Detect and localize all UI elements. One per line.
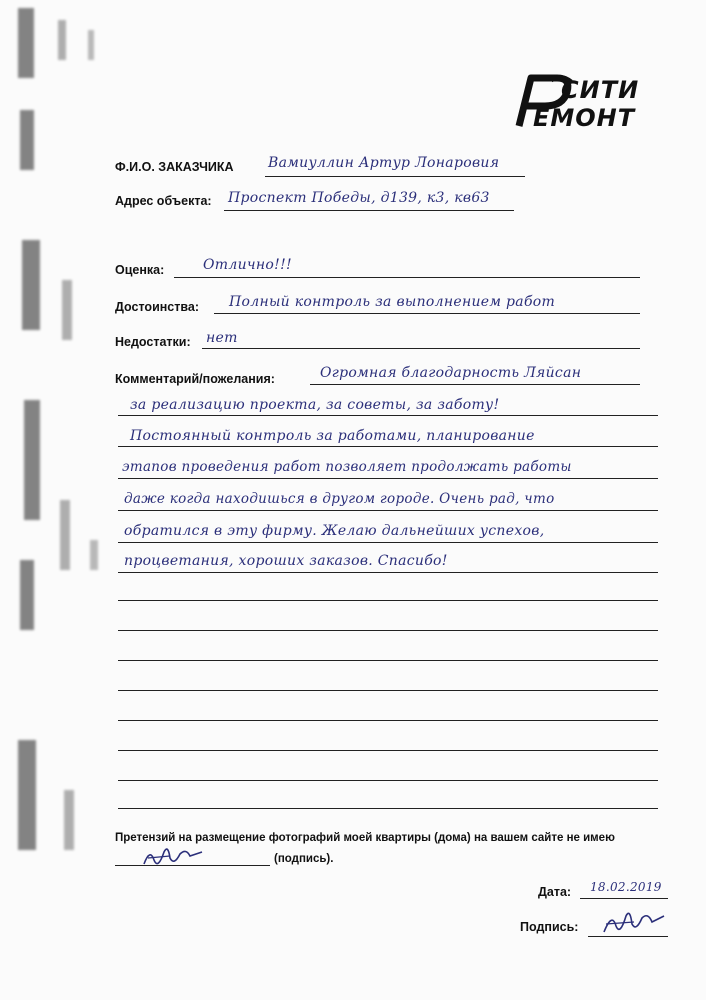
- rating-value: Отлично!!!: [203, 257, 292, 273]
- consent-signature: [140, 842, 210, 872]
- customer-line: [265, 176, 525, 177]
- customer-value: Вамиуллин Артур Лонаровия: [268, 155, 500, 171]
- address-label: Адрес объекта:: [115, 194, 212, 208]
- comment-line-2: за реализацию проекта, за советы, за заботу!: [130, 397, 500, 413]
- comment-line-7: процветания, хороших заказов. Спасибо!: [124, 553, 448, 569]
- scan-noise: [90, 540, 98, 570]
- logo-text-bottom: ЕМОНТ: [533, 104, 636, 132]
- comment-label: Комментарий/пожелания:: [115, 372, 275, 386]
- customer-signature: [600, 904, 668, 938]
- advantages-value: Полный контроль за выполнением работ: [229, 294, 556, 310]
- comment-line-3: Постоянный контроль за работами, планирование: [130, 428, 535, 444]
- date-line: [580, 898, 668, 899]
- scan-noise: [18, 8, 34, 78]
- scan-noise: [20, 560, 34, 630]
- ruled-line: [118, 808, 658, 809]
- comment-line-1: Огромная благодарность Ляйсан: [320, 365, 582, 381]
- ruled-line: [118, 720, 658, 721]
- date-label: Дата:: [538, 885, 572, 899]
- scan-noise: [58, 20, 66, 60]
- drawbacks-value: нет: [206, 330, 238, 346]
- ruled-line: [118, 510, 658, 511]
- ruled-line: [118, 446, 658, 447]
- scan-noise: [88, 30, 94, 60]
- ruled-line: [310, 384, 640, 385]
- signature-label: Подпись:: [520, 920, 579, 934]
- scan-noise: [64, 790, 74, 850]
- ruled-line: [118, 478, 658, 479]
- advantages-label: Достоинства:: [115, 300, 200, 314]
- company-logo: [505, 66, 645, 136]
- advantages-line: [214, 313, 640, 314]
- ruled-line: [118, 542, 658, 543]
- signature-caption: (подпись).: [274, 853, 334, 865]
- rating-label: Оценка:: [115, 263, 165, 277]
- comment-line-4: этапов проведения работ позволяет продолжать работы: [122, 459, 572, 475]
- address-value: Проспект Победы, д139, к3, кв63: [228, 190, 490, 206]
- ruled-line: [118, 600, 658, 601]
- ruled-line: [118, 750, 658, 751]
- scan-noise: [20, 110, 34, 170]
- drawbacks-line: [202, 348, 640, 349]
- scan-noise: [60, 500, 70, 570]
- consent-text: Претензий на размещение фотографий моей квартиры (дома) на вашем сайте не имею: [115, 832, 615, 844]
- date-value: 18.02.2019: [590, 880, 662, 894]
- scan-noise: [18, 740, 36, 850]
- scan-noise: [62, 280, 72, 340]
- scan-noise: [22, 240, 40, 330]
- address-line: [224, 210, 514, 211]
- ruled-line: [118, 690, 658, 691]
- ruled-line: [118, 630, 658, 631]
- comment-line-5: даже когда находишься в другом городе. Очень рад, что: [124, 491, 555, 507]
- logo-text-top: СИТИ: [561, 76, 640, 104]
- ruled-line: [118, 660, 658, 661]
- ruled-line: [118, 415, 658, 416]
- customer-label: Ф.И.О. ЗАКАЗЧИКА: [115, 160, 234, 174]
- ruled-line: [118, 780, 658, 781]
- rating-line: [174, 277, 640, 278]
- ruled-line: [118, 572, 658, 573]
- scan-noise: [24, 400, 40, 520]
- drawbacks-label: Недостатки:: [115, 335, 191, 349]
- comment-line-6: обратился в эту фирму. Желаю дальнейших успехов,: [124, 523, 545, 539]
